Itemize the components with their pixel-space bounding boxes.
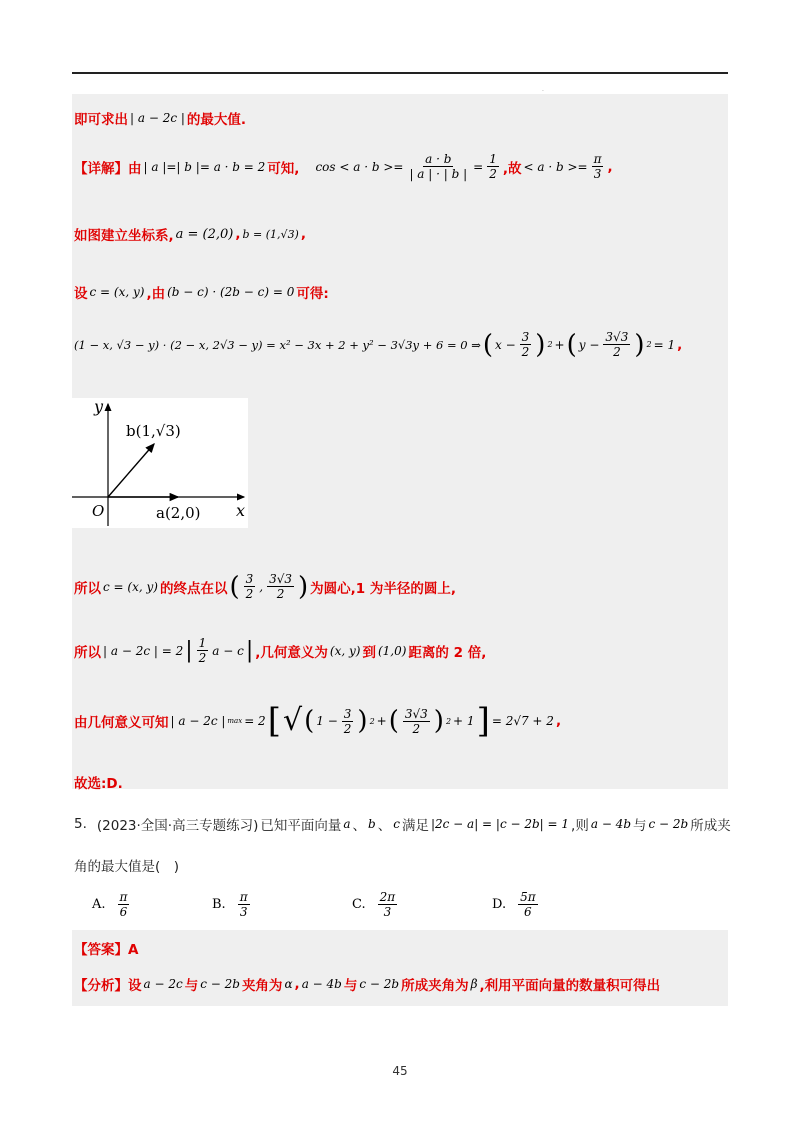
math-expression: a − c (212, 643, 244, 658)
solution-text: ,利用平面向量的数量积可得出 (479, 978, 661, 994)
option-letter: A. (92, 897, 106, 912)
solution-text: 故选:D. (74, 776, 123, 792)
solution-text: 可知, (267, 160, 300, 177)
math-expression: c − 2b (200, 977, 240, 991)
solution-text: 由几何意义可知 (74, 715, 169, 731)
math-expression: = (473, 159, 484, 174)
math-expression: c (393, 817, 400, 831)
math-expression: α (284, 977, 293, 991)
solution-text: , (300, 226, 306, 242)
math-expression: = 2 (244, 714, 266, 728)
option-fraction: $\frac{5\pi}{6}$ (520, 890, 536, 919)
math-expression: (1,0) (377, 643, 407, 658)
fraction: $\frac{3√3}{2}$ (404, 706, 428, 736)
fraction: $\frac{1}{2}$ (489, 152, 497, 181)
math-expression: a − 4b (590, 817, 631, 831)
math-subscript: max (227, 717, 243, 725)
solution-line-1 (74, 108, 246, 128)
detail-label: 【详解】由 (74, 160, 142, 177)
solution-text: ,故 (502, 160, 522, 177)
math-expression: | a − 2c | = 2 (103, 643, 184, 658)
fraction: $\frac{3}{2}$ (343, 706, 352, 736)
math-expression: = 2√7 + 2 (491, 714, 554, 728)
answer-block (72, 930, 728, 1006)
question-text: 已知平面向量 (260, 818, 342, 834)
math-expression: cos < a · b >= (315, 159, 404, 174)
fraction: $\frac{3}{2}$ (521, 330, 530, 359)
math-expression: + 1 (453, 714, 475, 728)
option-d[interactable] (492, 890, 540, 919)
math-expression: = 1 (653, 337, 676, 352)
math-expression: < a · b >= (523, 159, 588, 174)
fraction: $\frac{1}{2}$ (198, 636, 207, 665)
math-expression: a − 4b (301, 977, 342, 991)
math-expression: (b − c) · (2b − c) = 0 (167, 285, 295, 299)
fraction: $\frac{3}{2}$ (245, 572, 254, 601)
expand-line: (1 − x, √3 − y) · (2 − x, 2√3 − y) = x² − 3x + 2 + y² − 3√3y + 6 = 0 ⇒ ( x − $\frac{3}{2}$ ) 2 + ( y − $\frac{3√3}{2}$ ) 2 = 1 , (74, 329, 683, 360)
question-source: (2023·全国·高三专题练习) (96, 818, 259, 834)
origin-label: O (92, 502, 105, 520)
math-expression: y − (578, 337, 600, 352)
page-number: 45 (392, 1064, 408, 1078)
solution-text: 为圆心,1 为半径的圆上, (310, 580, 457, 597)
math-expression: | a |=| b |= a · b = 2 (143, 159, 266, 174)
math-expression: β (470, 977, 478, 991)
solution-text: 距离的 2 倍, (408, 644, 487, 661)
question-text: 、 (352, 818, 367, 834)
question-text: 所成夹 (690, 818, 731, 834)
option-letter: D. (492, 897, 507, 912)
math-expression: 1 − (316, 714, 338, 728)
option-b[interactable] (212, 890, 252, 919)
math-expression: (1 − x, √3 − y) · (2 − x, 2√3 − y) = x² − 3x + 2 + y² − 3√3y + 6 = 0 ⇒ (74, 337, 481, 352)
y-axis-label: y (94, 398, 104, 416)
math-expression: |2c − a| = |c − 2b| = 1 (430, 817, 570, 831)
solution-text: ,由 (146, 286, 166, 302)
analysis-label: 【分析】设 (74, 978, 142, 994)
answer-label: 【答案】A (74, 942, 139, 958)
analysis-line (74, 974, 660, 994)
solution-text: 如图建立坐标系, (74, 228, 174, 244)
fraction: $\frac{3√3}{2}$ (269, 572, 292, 601)
max-line: 由几何意义可知 | a − 2c | max = 2 [ √ ( 1 − $\frac{3}{2}$ ) 2 + ( $\frac{3√3}{2}$ ) 2 + 1 ] = 2√7 + 2 , (74, 701, 562, 741)
solution-text: , (555, 713, 562, 729)
math-expression: b (368, 817, 376, 831)
geometry-line: 所以 | a − 2c | = 2 | $\frac{1}{2}$ a − c | ,几何意义为 (x, y) 到 (1,0) 距离的 2 倍, (74, 636, 487, 665)
solution-text: 所成夹角为 (401, 978, 469, 994)
solution-text: 夹角为 (241, 978, 283, 994)
solution-text: 可得: (296, 286, 329, 302)
solution-text: 到 (362, 644, 376, 661)
set-line (74, 282, 329, 302)
math-expression: a = (2,0) (175, 226, 234, 242)
vector-b-label: b(1,√3) (126, 422, 181, 440)
option-c[interactable] (352, 890, 399, 919)
option-fraction: $\frac{\pi}{3}$ (239, 890, 248, 919)
option-letter: B. (212, 897, 226, 912)
question-number: 5. (74, 816, 87, 832)
vector-b (108, 444, 154, 497)
fraction: $\frac{3√3}{2}$ (605, 330, 629, 359)
math-expression: + (554, 337, 565, 352)
math-expression: c − 2b (359, 977, 400, 991)
coordinate-graph (72, 398, 248, 528)
math-expression: x − (495, 337, 516, 352)
math-expression: b = (1,√3) (242, 227, 299, 241)
question-text: ,则 (571, 818, 589, 834)
question-text: 角的最大值是( ) (74, 859, 180, 875)
math-expression: c − 2b (648, 817, 689, 831)
math-expression: (x, y) (329, 643, 361, 658)
math-expression: | a − 2c | (170, 714, 226, 728)
solution-text: 的最大值. (186, 112, 247, 128)
question-text: 满足 (401, 818, 429, 834)
solution-text: 所以 (74, 644, 101, 661)
question-text: 与 (633, 818, 647, 834)
graph-svg (72, 398, 248, 528)
solution-text: , (294, 976, 300, 992)
math-expression: c = (x, y) (89, 285, 145, 299)
solution-text: 即可求出 (74, 112, 128, 128)
header-rule (72, 72, 728, 74)
math-expression: + (376, 714, 387, 728)
coordinate-line (74, 224, 306, 244)
vector-a-label: a(2,0) (156, 504, 201, 522)
solution-text: 与 (343, 978, 358, 994)
question-line-1 (74, 814, 731, 834)
header-dot: . (542, 86, 544, 93)
solution-text: 所以 (74, 580, 101, 597)
math-expression: a − 2c (143, 977, 183, 991)
solution-text: , (677, 336, 683, 353)
solution-text: 设 (74, 286, 88, 302)
fraction: $\frac{a \cdot b}{| a | \cdot | b |}$ (409, 152, 468, 181)
fraction: $\frac{\pi}{3}$ (593, 152, 602, 181)
option-fraction: $\frac{\pi}{6}$ (119, 890, 128, 919)
circle-line: 所以 c = (x, y) 的终点在以 ( $\frac{3}{2}$ , $\frac{3√3}{2}$ ) 为圆心,1 为半径的圆上, (74, 571, 457, 602)
detail-line (74, 152, 613, 181)
math-expression: c = (x, y) (103, 579, 158, 594)
x-axis-label: x (236, 501, 246, 520)
math-expression: a (343, 817, 351, 831)
option-fraction: $\frac{2\pi}{3}$ (379, 890, 396, 919)
solution-text: 与 (184, 978, 199, 994)
solution-text: , (607, 158, 613, 175)
choose-line (74, 772, 123, 792)
solution-text: ,几何意义为 (255, 644, 328, 661)
solution-text: , (235, 226, 241, 242)
question-text: 、 (377, 818, 392, 834)
option-a[interactable] (92, 890, 131, 919)
math-expression: | a − 2c | (130, 111, 185, 125)
question-line-2 (74, 855, 179, 875)
option-letter: C. (352, 897, 366, 912)
answer-line (74, 938, 138, 958)
solution-text: 的终点在以 (159, 580, 228, 597)
